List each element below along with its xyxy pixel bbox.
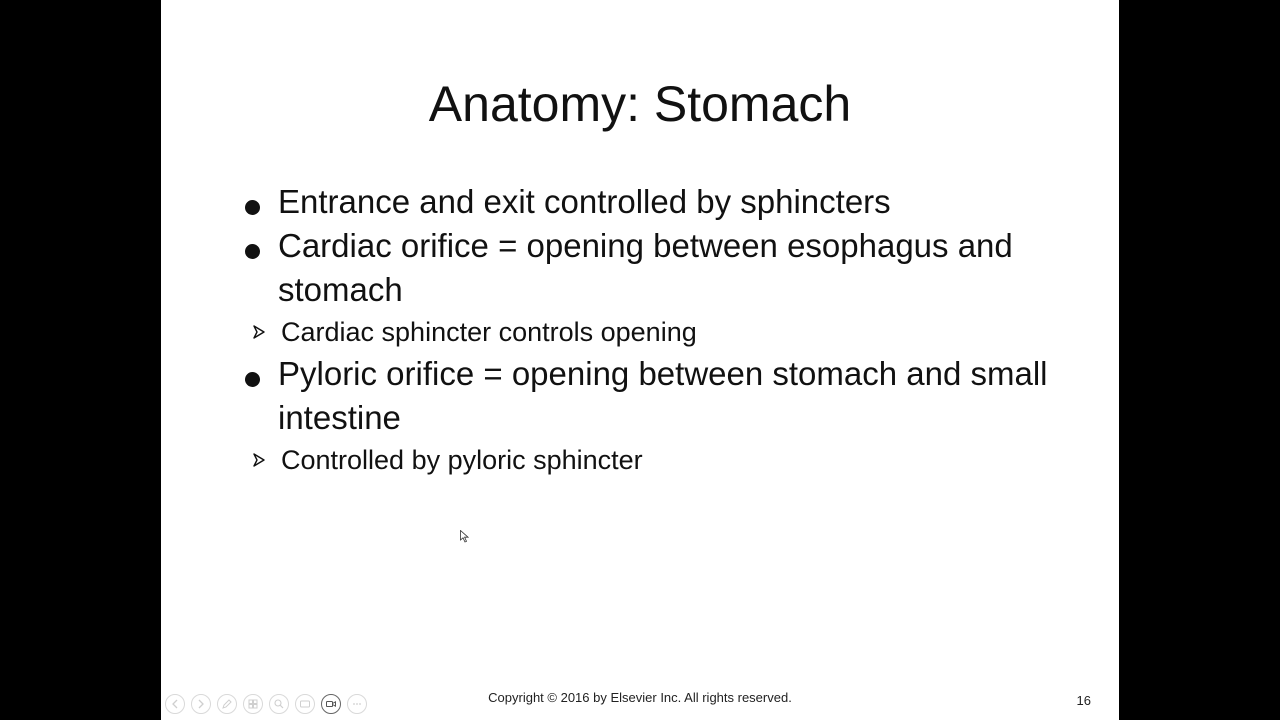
bullet-dot-icon <box>245 372 260 387</box>
bullet-dot-icon <box>245 244 260 259</box>
slide-title: Anatomy: Stomach <box>428 76 852 132</box>
bullet-dot-icon <box>245 200 260 215</box>
sub-bullet-text: Cardiac sphincter controls opening <box>281 317 697 347</box>
bullet-text: Pyloric orifice = opening between stomach and small intestine <box>278 355 1048 436</box>
bullet-item <box>239 352 1059 440</box>
bullet-text: Entrance and exit controlled by sphincters <box>278 183 891 220</box>
sub-bullet-text: Controlled by pyloric sphincter <box>281 445 643 475</box>
arrow-bullet-icon <box>251 452 267 468</box>
mouse-pointer-icon <box>460 530 469 543</box>
bullet-item <box>239 180 1059 224</box>
sub-bullet-item <box>200 312 1059 352</box>
sub-bullet-item <box>200 440 1059 480</box>
arrow-bullet-icon <box>251 324 267 340</box>
copyright-footer: Copyright © 2016 by Elsevier Inc. All rights reserved. <box>488 690 792 705</box>
slide-number: 16 <box>1076 693 1091 708</box>
bullet-list <box>239 180 1059 480</box>
slide <box>161 0 1119 720</box>
bullet-item <box>239 224 1059 312</box>
bullet-text: Cardiac orifice = opening between esophagus and stomach <box>278 227 1013 308</box>
